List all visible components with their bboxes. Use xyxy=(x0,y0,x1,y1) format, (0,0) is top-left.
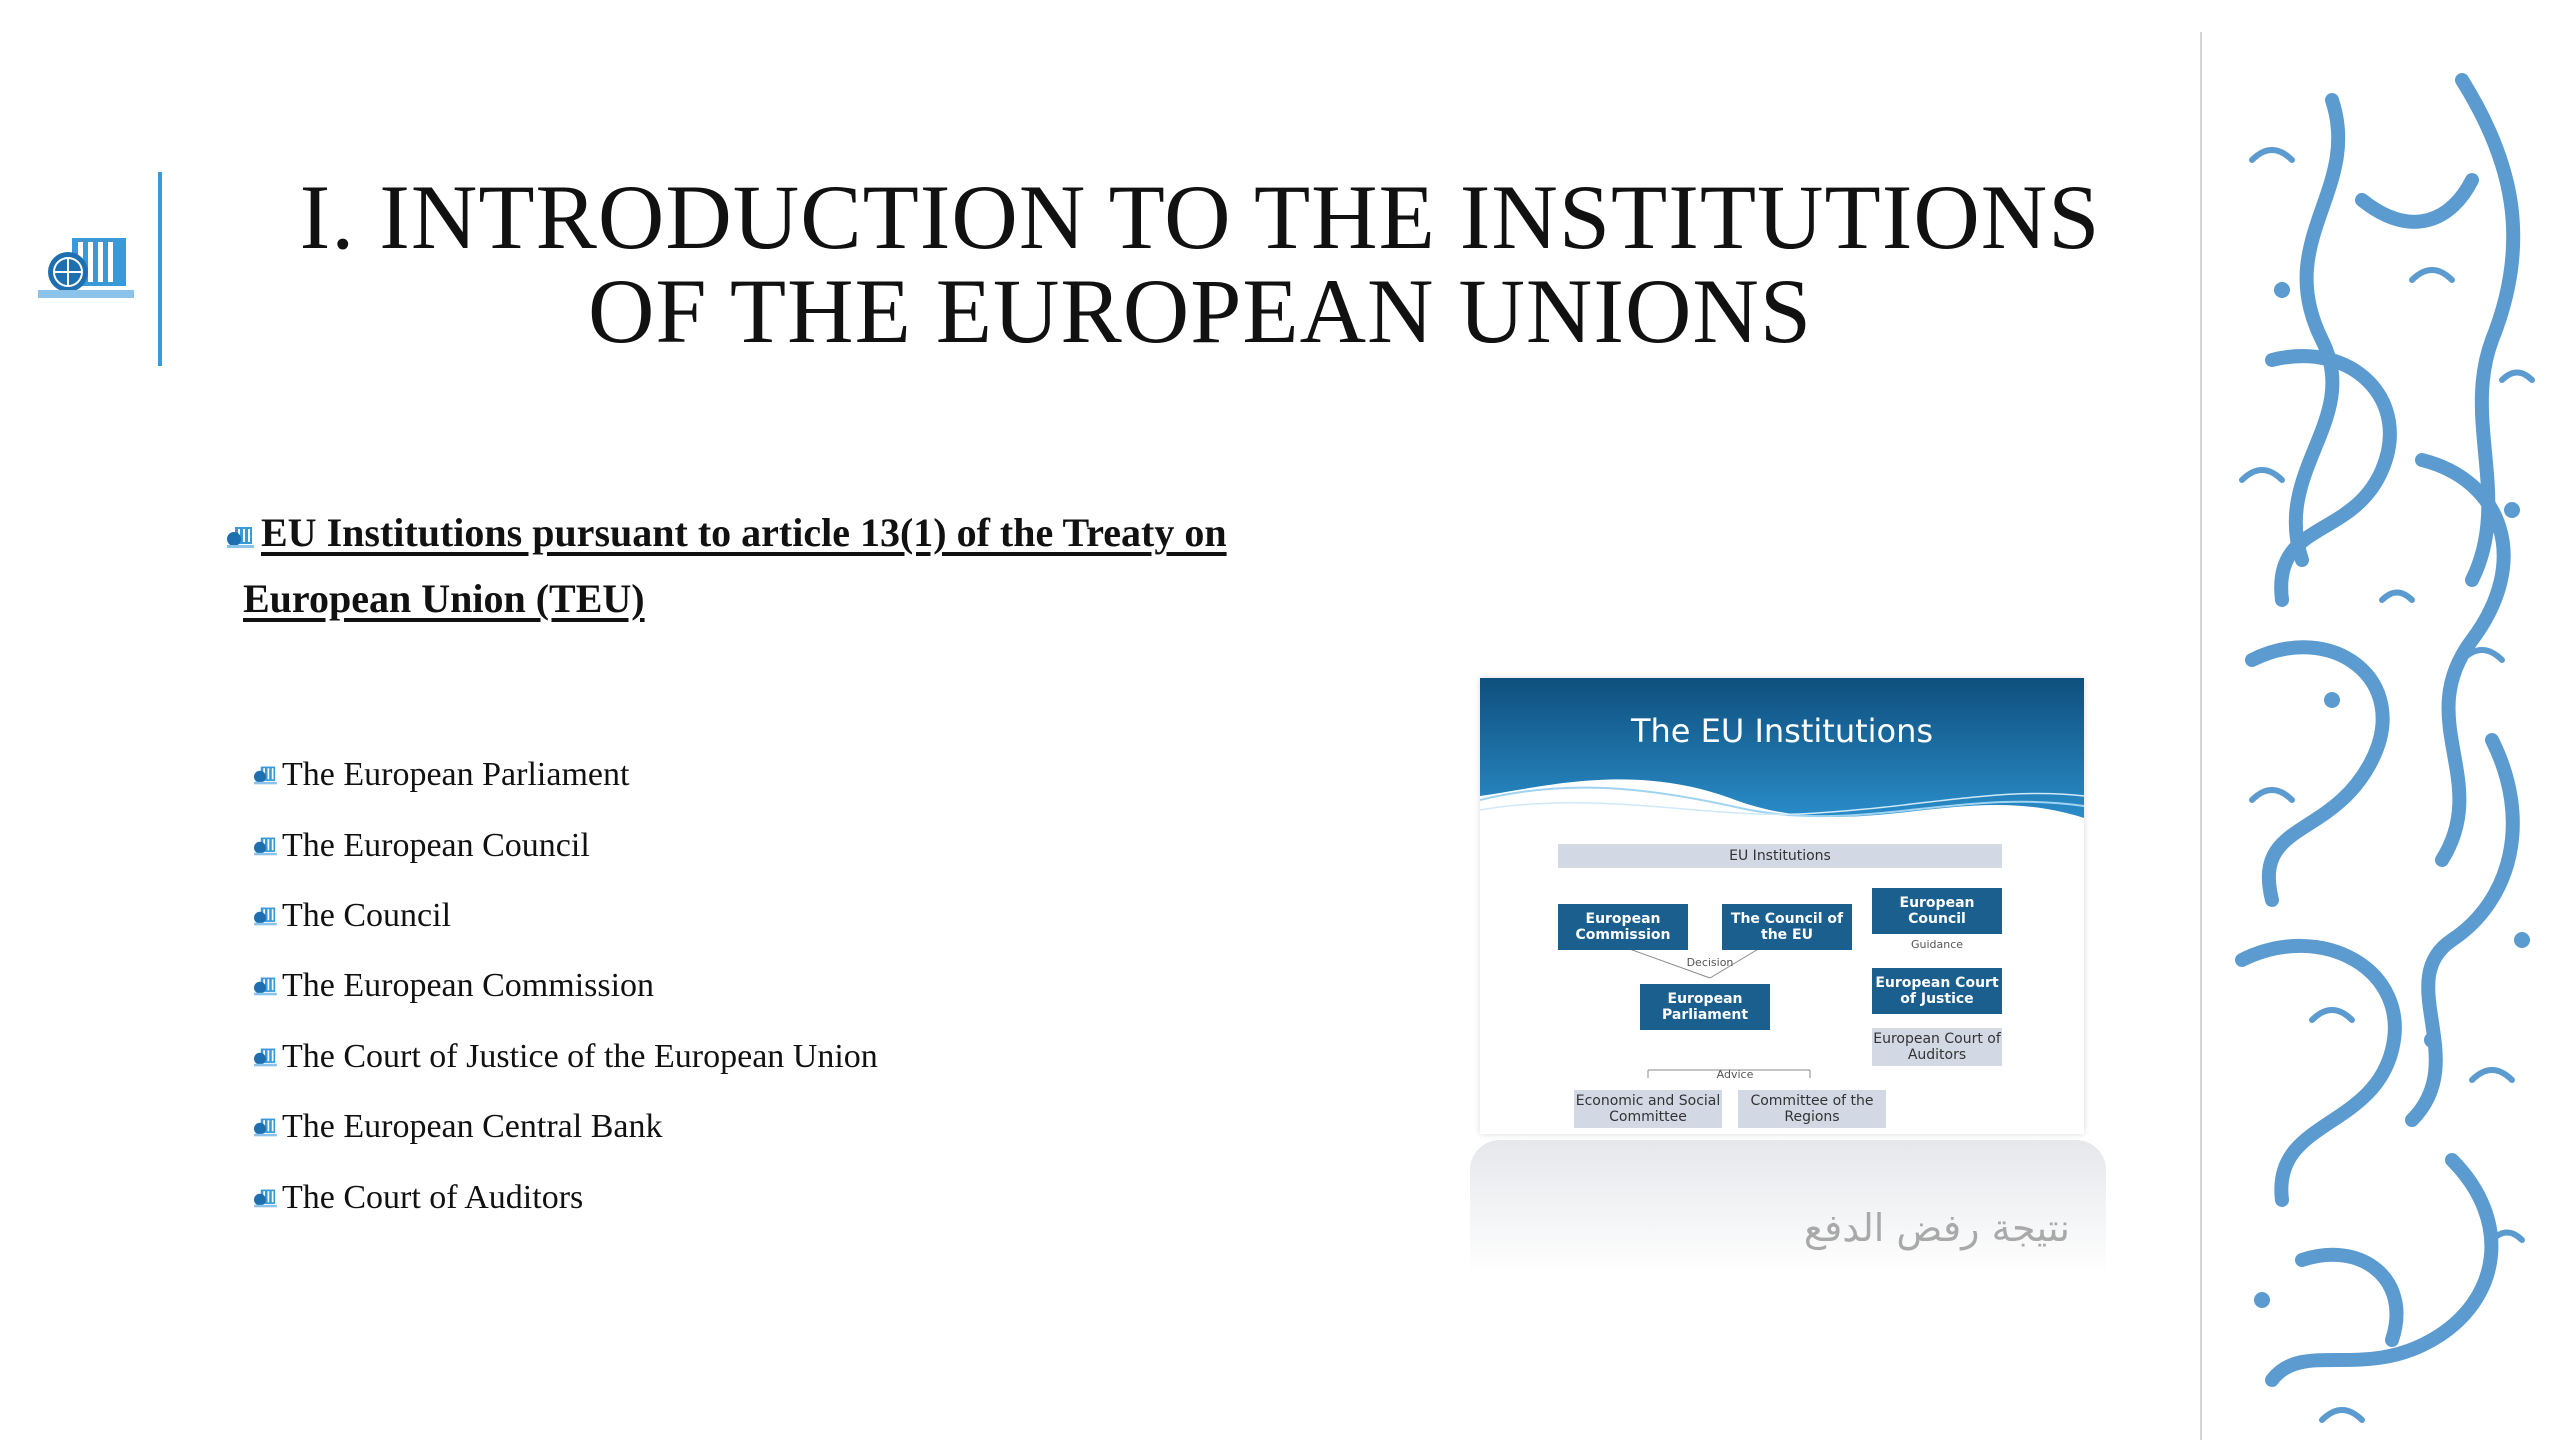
building-bullet-icon xyxy=(252,975,278,997)
decision-label: Decision xyxy=(1686,956,1734,969)
list-item xyxy=(252,740,878,810)
figure-card xyxy=(1480,678,2084,1134)
subtitle-line-1: EU Institutions pursuant to article 13(1) of the Treaty on xyxy=(261,510,1227,555)
eu-institutions-figure xyxy=(1470,676,2110,1276)
figure-title: The EU Institutions xyxy=(1630,712,1934,750)
court-of-auditors-box: European Court of Auditors xyxy=(1872,1028,2002,1066)
cor-box: Committee of the Regions xyxy=(1738,1090,1886,1128)
esc-box: Economic and Social Committee xyxy=(1574,1090,1722,1128)
title-line-1: I. INTRODUCTION TO THE INSTITUTIONS xyxy=(299,166,2101,268)
subtitle-line-2: European Union (TEU) xyxy=(243,576,645,621)
university-logo-icon xyxy=(36,232,136,304)
list-item xyxy=(252,951,878,1021)
guidance-label: Guidance xyxy=(1910,938,1964,951)
building-bullet-icon xyxy=(252,905,278,927)
advice-label: Advice xyxy=(1716,1068,1754,1081)
list-item-label: The European Commission xyxy=(282,967,655,1005)
slide-title xyxy=(240,166,2160,362)
list-item-label: The European Parliament xyxy=(282,756,630,794)
council-of-eu-box: The Council of the EU xyxy=(1722,904,1852,950)
subtitle-block xyxy=(225,500,1425,632)
list-item xyxy=(252,1092,878,1162)
commission-box: European Commission xyxy=(1558,904,1688,950)
list-item xyxy=(252,810,878,880)
building-bullet-icon xyxy=(252,1116,278,1138)
list-item-label: The Council xyxy=(282,896,452,934)
list-item-label: The European Central Bank xyxy=(282,1108,663,1146)
institutions-list xyxy=(252,740,878,1233)
title-line-2: OF THE EUROPEAN UNIONS xyxy=(587,260,1813,362)
parliament-box: European Parliament xyxy=(1640,984,1770,1030)
building-bullet-icon xyxy=(252,1187,278,1209)
list-item xyxy=(252,881,878,951)
figure-caption: نتيجة رفض الدفع xyxy=(1803,1206,2070,1250)
building-bullet-icon xyxy=(252,835,278,857)
eu-institutions-box: EU Institutions xyxy=(1558,844,2002,868)
list-item-label: The European Council xyxy=(282,826,590,864)
building-bullet-icon xyxy=(252,764,278,786)
list-item-label: The Court of Auditors xyxy=(282,1178,584,1216)
building-bullet-icon xyxy=(252,1046,278,1068)
court-of-justice-box: European Court of Justice xyxy=(1872,968,2002,1014)
logo-divider xyxy=(158,172,162,366)
right-panel-divider xyxy=(2200,32,2202,1440)
list-item-label: The Court of Justice of the European Union xyxy=(282,1037,878,1075)
arabic-calligraphy-decoration xyxy=(2212,40,2560,1440)
building-bullet-icon xyxy=(225,524,255,550)
european-council-box: European Council xyxy=(1872,888,2002,934)
list-item xyxy=(252,1162,878,1232)
list-item xyxy=(252,1022,878,1092)
